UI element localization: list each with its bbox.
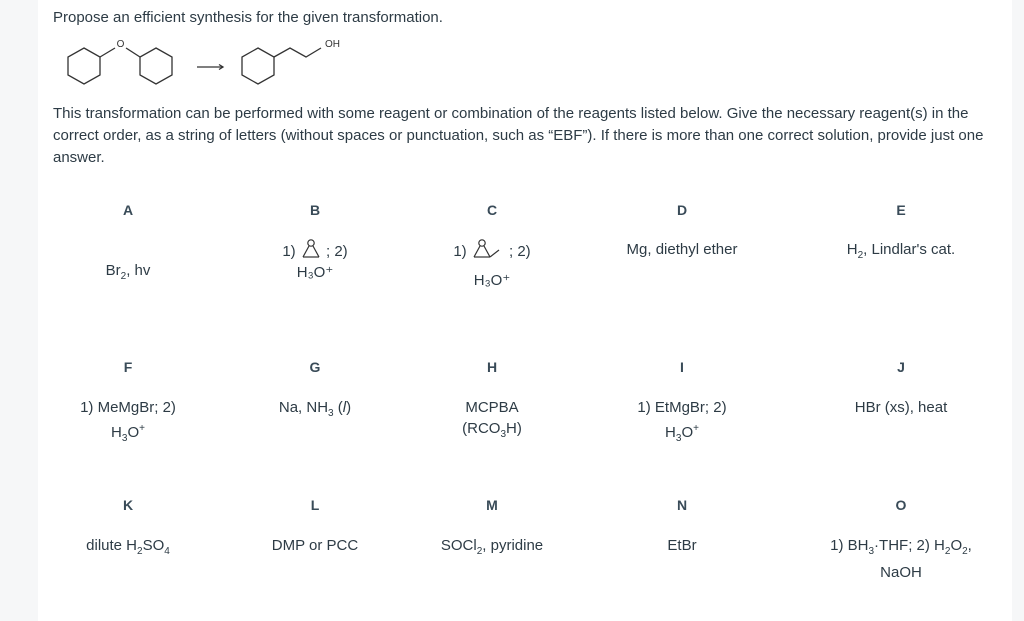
reagent-letter-k: K xyxy=(122,497,134,513)
reagent-letter-f: F xyxy=(123,359,133,375)
reagent-letter-d: D xyxy=(676,202,688,218)
reagent-a: $Br_2$, hv xyxy=(105,262,151,282)
cyclohexane-ring-right xyxy=(140,48,172,84)
propylene-oxide-icon xyxy=(471,238,505,260)
reagent-letter-o: O xyxy=(895,497,907,513)
reagent-letter-e: E xyxy=(896,202,906,218)
reaction-scheme xyxy=(55,34,365,94)
question-instructions: This transformation can be performed with some reagent or combination of the reagents listed below. Give the necessary reagent(s) in the correct order, as a string of letters (without spaces or punctuation, such as “EBF”). If there is more than one correct solution, provide just one answer. xyxy=(53,105,984,166)
reagent-letter-g: G xyxy=(309,359,321,375)
reagent-c-step1: 1) xyxy=(453,243,467,260)
reagent-b-step2: ; 2) xyxy=(326,243,348,260)
reagent-letter-m: M xyxy=(486,497,498,513)
reagent-h: MCPBA $(RCO_3H)$ xyxy=(462,399,522,440)
ethylene-oxide-icon xyxy=(300,238,322,260)
reagent-b-step3: H₃O⁺ xyxy=(296,264,334,281)
reagent-l: DMP or PCC xyxy=(271,537,359,554)
cyclohexane-ring-left xyxy=(68,48,100,84)
reagent-o: 1) $BH_3\cdot THF$; 2) $H_2O_2$, NaOH xyxy=(830,537,972,581)
reagent-letter-l: L xyxy=(310,497,320,513)
reagent-i: 1) EtMgBr; 2) $H_3O^+$ xyxy=(637,399,727,444)
reagent-g: Na, $NH_3$ (l) xyxy=(278,399,352,419)
reagent-letter-i: I xyxy=(680,359,684,375)
reagent-letter-n: N xyxy=(676,497,688,513)
reagent-m: SOCl$_2$, pyridine xyxy=(440,537,544,557)
reagent-d: Mg, diethyl ether xyxy=(626,241,738,258)
reagent-j: HBr (xs), heat xyxy=(854,399,948,416)
reagent-c-step2: ; 2) xyxy=(509,243,531,260)
reagent-letter-a: A xyxy=(122,202,134,218)
question-prompt: Propose an efficient synthesis for the given transformation. xyxy=(53,9,443,26)
reagent-f-line1: 1) MeMgBr; 2) xyxy=(80,399,176,416)
reagent-m-suffix: , pyridine xyxy=(482,537,544,554)
reagent-b-step1: 1) xyxy=(282,243,296,260)
reagent-letter-h: H xyxy=(486,359,498,375)
reagent-f: 1) MeMgBr; 2) $H_3O^+$ xyxy=(80,399,176,444)
reagent-c-step3: H₃O⁺ xyxy=(473,272,511,289)
reagent-b xyxy=(225,238,405,283)
reagent-letter-c: C xyxy=(486,202,498,218)
cyclohexane-ring-product xyxy=(242,48,274,84)
oxygen-label: O xyxy=(116,39,125,50)
reagent-h-line1: MCPBA xyxy=(465,399,519,416)
reagent-k: dilute $H_2SO_4$ xyxy=(86,537,170,557)
reagent-letter-b: B xyxy=(309,202,321,218)
reagent-c xyxy=(402,238,582,291)
reagent-e: $H_2$, Lindlar's cat. xyxy=(846,241,956,261)
reagent-letter-j: J xyxy=(897,359,905,375)
reagent-n: EtBr xyxy=(667,537,697,554)
hydroxyl-label: OH xyxy=(325,39,340,50)
reagent-i-line1: 1) EtMgBr; 2) xyxy=(637,399,727,416)
